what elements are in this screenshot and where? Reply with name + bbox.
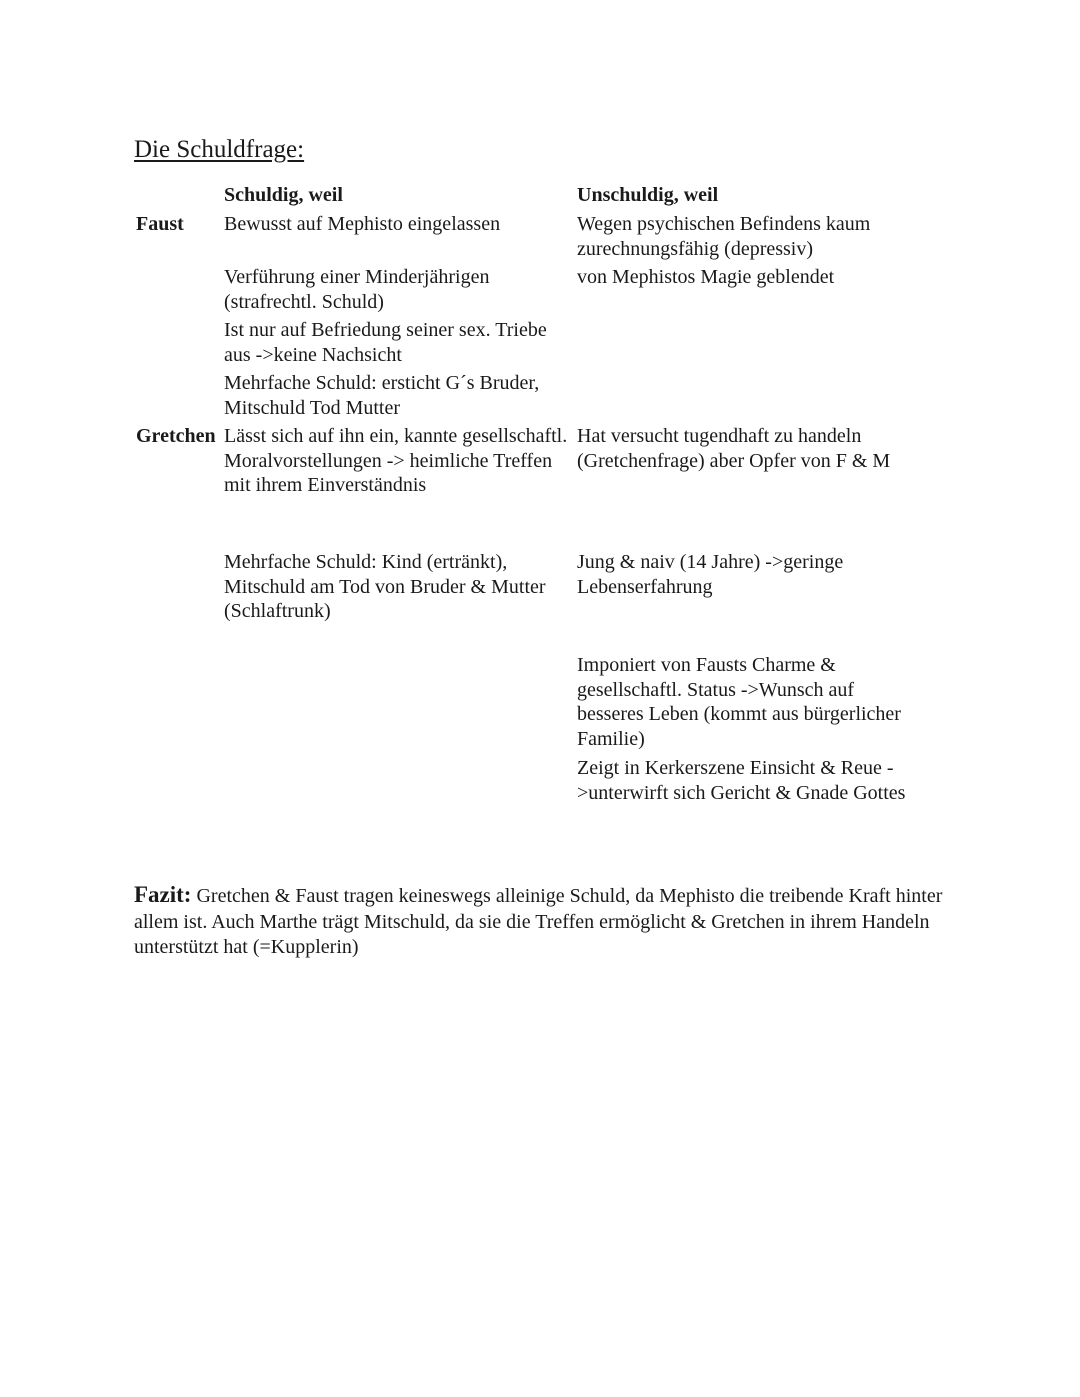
row-person-label: Gretchen (136, 425, 216, 447)
innocent-reason: Hat versucht tugendhaft zu handeln (Gretchenfrage) aber Opfer von F & M (577, 425, 891, 472)
column-header-guilty: Schuldig, weil (224, 184, 343, 206)
innocent-reason: Jung & naiv (14 Jahre) ->geringe Lebenserfahrung (577, 551, 844, 598)
guilty-reason: Ist nur auf Befriedung seiner sex. Triebe aus ->keine Nachsicht (224, 319, 547, 366)
innocent-reason: Wegen psychischen Befindens kaum zurechnungsfähig (depressiv) (577, 213, 871, 260)
row-person-label: Faust (136, 213, 184, 235)
innocent-reason: Imponiert von Fausts Charme & gesellschaftl. Status ->Wunsch auf besseres Leben (kommt aus bürgerlicher Familie) (577, 654, 901, 750)
conclusion-paragraph (134, 882, 944, 961)
conclusion-label: Fazit: (134, 882, 192, 907)
column-header-innocent: Unschuldig, weil (577, 184, 719, 206)
guilty-reason: Verführung einer Minderjährigen (strafrechtl. Schuld) (224, 266, 490, 313)
conclusion-text: Gretchen & Faust tragen keineswegs alleinige Schuld, da Mephisto die treibende Kraft hinter allem ist. Auch Marthe trägt Mitschuld, da sie die Treffen ermöglicht & Gretchen in ihrem Handeln unterstützt hat (=Kupplerin) (134, 885, 943, 958)
guilty-reason: Mehrfache Schuld: Kind (ertränkt), Mitschuld am Tod von Bruder & Mutter (Schlaftrunk) (224, 551, 546, 622)
guilty-reason: Lässt sich auf ihn ein, kannte gesellschaftl. Moralvorstellungen -> heimliche Treffen mit ihrem Einverständnis (224, 425, 568, 496)
innocent-reason: Zeigt in Kerkerszene Einsicht & Reue ->unterwirft sich Gericht & Gnade Gottes (577, 757, 906, 804)
guilty-reason: Mehrfache Schuld: ersticht G´s Bruder, Mitschuld Tod Mutter (224, 372, 540, 419)
innocent-reason: von Mephistos Magie geblendet (577, 266, 835, 288)
guilty-reason: Bewusst auf Mephisto eingelassen (224, 213, 501, 235)
page-title: Die Schuldfrage: (134, 136, 305, 163)
